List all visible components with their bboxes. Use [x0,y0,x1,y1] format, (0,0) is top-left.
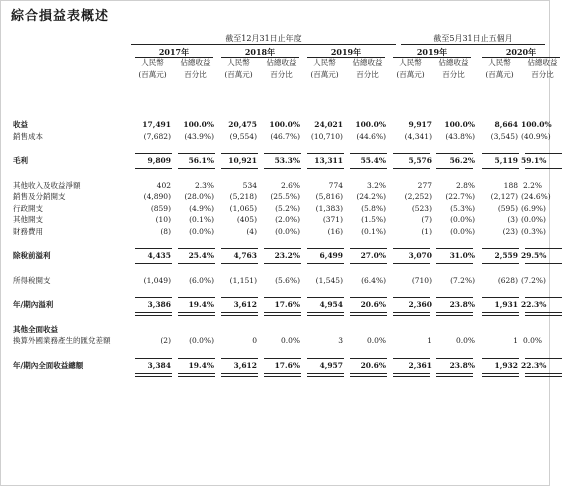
amount-cell: (628) [497,275,518,285]
income-statement-table [11,119,552,371]
amount-cell: 4,954 [319,300,343,310]
amount-cell [131,324,174,336]
subtotal-rule [350,153,387,154]
percent-cell: (7.2%) [450,275,475,285]
total-underline [350,312,387,316]
amount-cell: 17,491 [142,120,171,130]
table-row [11,203,545,215]
column-header-percent: 佔總收益 百分比 [438,58,469,79]
amount-cell: (1,383) [315,203,343,213]
percent-cell: (5.3%) [450,203,475,213]
percent-cell: (0.1%) [361,226,386,236]
column-header-percent: 佔總收益 百分比 [180,58,211,79]
total-underline [135,263,172,264]
table-row [11,180,545,192]
header-group-annual: 截至12月31日止年度 [225,34,302,43]
subtotal-rule [221,297,258,298]
percent-cell: (6.9%) [521,203,546,213]
total-underline [525,312,562,316]
total-underline [264,263,301,264]
subtotal-rule [482,153,519,154]
total-underline [135,168,172,169]
amount-cell: 4,435 [147,251,171,261]
percent-cell: 100.0% [355,120,386,130]
total-underline [482,312,519,316]
percent-cell: (40.9%) [521,131,551,141]
total-underline [350,373,387,377]
percent-cell: 17.6% [274,300,300,310]
amount-cell [303,324,346,336]
amount-cell [478,324,521,336]
amount-cell: (5,816) [315,192,343,202]
percent-cell: (5.6%) [275,275,300,285]
percent-cell: (25.5%) [270,192,300,202]
subtotal-rule [436,248,473,249]
subtotal-rule [307,248,344,249]
year-header: 2020年 [505,47,537,57]
row-label [11,237,131,250]
percent-cell: (0.0%) [450,215,475,225]
percent-cell: (5.2%) [275,203,300,213]
amount-cell: 3,612 [233,360,257,370]
total-underline [178,312,215,316]
row-label: 行政開支 [13,203,43,213]
subtotal-rule [482,248,519,249]
table-row [11,119,545,131]
total-underline [264,312,301,316]
amount-cell: (1) [421,226,432,236]
percent-cell: 2.6% [280,180,300,190]
percent-cell: (0.0%) [521,215,546,225]
amount-cell: 9,917 [408,120,432,130]
subtotal-rule [393,248,430,249]
amount-cell: 3 [338,336,343,346]
amount-cell: (7) [421,215,432,225]
amount-cell: 24,021 [314,120,343,130]
row-label [11,311,131,324]
total-underline [393,373,430,377]
amount-cell: 3,612 [233,300,257,310]
percent-cell: 53.3% [274,156,300,166]
total-underline [436,263,473,264]
percent-cell: 22.3% [521,300,547,310]
percent-cell: 2.8% [455,180,475,190]
subtotal-rule [135,358,172,359]
total-underline [264,373,301,377]
percent-cell: (0.1%) [189,215,214,225]
amount-cell [389,324,435,336]
total-underline [482,168,519,169]
amount-cell: (16) [327,226,343,236]
total-underline [436,312,473,316]
subtotal-rule [350,297,387,298]
percent-cell: 22.3% [521,360,547,370]
total-underline [436,373,473,377]
subtotal-rule [135,153,172,154]
total-underline [264,168,301,169]
percent-cell: (22.7%) [445,192,475,202]
table-row [11,275,545,287]
amount-cell: (10) [155,215,171,225]
total-underline [221,263,258,264]
row-label [11,347,131,360]
amount-cell: (23) [502,226,518,236]
row-label: 收益 [13,120,28,130]
table-row [11,191,545,203]
subtotal-rule [436,358,473,359]
percent-cell: 100.0% [183,120,214,130]
percent-cell: (24.6%) [521,192,551,202]
total-underline [307,168,344,169]
subtotal-rule [307,153,344,154]
percent-cell: 2.2% [522,180,542,190]
column-header-rmb: 人民幣 (百萬元) [224,58,253,79]
table-row [11,335,545,347]
amount-cell: 188 [503,180,518,190]
amount-cell: 2,361 [408,360,432,370]
subtotal-rule [350,358,387,359]
amount-cell: 3,386 [147,300,171,310]
amount-cell: 6,499 [319,251,343,261]
amount-cell: 774 [328,180,343,190]
percent-cell: (0.0%) [189,226,214,236]
amount-cell: (8) [160,226,171,236]
row-label: 其他全面收益 [13,324,58,334]
amount-cell: (10,710) [310,131,343,141]
percent-cell: 25.4% [188,251,214,261]
row-label: 年/期內全面收益總額 [13,360,84,370]
subtotal-rule [525,297,562,298]
percent-cell: 56.1% [188,156,214,166]
amount-cell: 1,931 [494,300,518,310]
subtotal-rule [221,358,258,359]
amount-cell: (523) [411,203,432,213]
percent-cell: 19.4% [188,360,214,370]
percent-cell: 31.0% [449,251,475,261]
total-underline [135,312,172,316]
total-underline [135,373,172,377]
total-underline [525,168,562,169]
row-label: 銷售成本 [13,131,43,141]
subtotal-rule [178,358,215,359]
page-title: 綜合損益表概述 [11,9,110,24]
year-header: 2019年 [330,47,362,57]
percent-cell: 0.0% [455,336,475,346]
subtotal-rule [135,297,172,298]
column-header-rmb: 人民幣 (百萬元) [310,58,339,79]
table-row [11,250,545,262]
amount-cell: 8,664 [494,120,518,130]
percent-cell: 23.8% [449,300,475,310]
year-header: 2019年 [416,47,448,57]
percent-cell: (6.4%) [361,275,386,285]
percent-cell [260,324,303,336]
amount-cell [217,324,260,336]
total-underline [393,263,430,264]
amount-cell: 277 [417,180,432,190]
table-row [11,226,545,238]
subtotal-rule [393,358,430,359]
subtotal-rule [525,248,562,249]
column-header-percent: 佔總收益 百分比 [527,58,558,79]
percent-cell: (44.6%) [356,131,386,141]
amount-cell: (2,252) [404,192,432,202]
percent-cell: 23.8% [449,360,475,370]
subtotal-rule [135,248,172,249]
percent-cell: 19.4% [188,300,214,310]
amount-cell: (859) [150,203,171,213]
amount-cell: 5,119 [494,156,518,166]
percent-cell: (24.2%) [356,192,386,202]
subtotal-rule [393,153,430,154]
subtotal-rule [482,358,519,359]
row-label: 銷售及分銷開支 [13,192,66,202]
percent-cell: 0.0% [522,336,542,346]
total-underline [307,263,344,264]
total-underline [525,263,562,264]
amount-cell: 5,576 [408,156,432,166]
amount-cell: (405) [236,215,257,225]
percent-cell: 3.2% [366,180,386,190]
percent-cell: 0.0% [280,336,300,346]
total-underline [436,168,473,169]
amount-cell: (710) [411,275,432,285]
amount-cell: (371) [322,215,343,225]
table-row [11,131,545,143]
column-header-rmb: 人民幣 (百萬元) [396,58,425,79]
subtotal-rule [482,297,519,298]
amount-cell: (1,151) [229,275,257,285]
table-row [11,214,545,226]
row-label [11,167,131,180]
percent-cell: (0.0%) [189,336,214,346]
percent-cell: (0.3%) [521,226,546,236]
total-underline [178,263,215,264]
column-header-rmb: 人民幣 (百萬元) [485,58,514,79]
subtotal-rule [436,297,473,298]
header-rule-interim [401,44,545,45]
amount-cell: 3,070 [408,251,432,261]
percent-cell: (7.2%) [521,275,546,285]
percent-cell [174,324,217,336]
total-underline [525,373,562,377]
percent-cell: (2.0%) [275,215,300,225]
total-underline [307,373,344,377]
table-row [11,324,545,336]
row-label: 年/期內溢利 [13,300,54,310]
percent-cell: 59.1% [521,156,547,166]
subtotal-rule [178,248,215,249]
subtotal-rule [221,153,258,154]
column-header-rmb: 人民幣 (百萬元) [138,58,167,79]
amount-cell: (5,218) [229,192,257,202]
subtotal-rule [264,248,301,249]
row-label: 換算外國業務產生的匯兌差額 [13,336,111,346]
percent-cell: (5.8%) [361,203,386,213]
amount-cell: 0 [252,336,257,346]
total-underline [482,263,519,264]
amount-cell: 3,384 [147,360,171,370]
amount-cell: 4,957 [319,360,343,370]
percent-cell: 100.0% [444,120,475,130]
amount-cell: (1,049) [143,275,171,285]
percent-cell [346,324,389,336]
percent-cell: 20.6% [360,360,386,370]
total-underline [307,312,344,316]
subtotal-rule [264,297,301,298]
year-header: 2018年 [244,47,276,57]
amount-cell: (1,065) [229,203,257,213]
subtotal-rule [178,297,215,298]
percent-cell: 29.5% [521,251,547,261]
subtotal-rule [393,297,430,298]
amount-cell: (7,682) [143,131,171,141]
percent-cell: 17.6% [274,360,300,370]
percent-cell: 0.0% [366,336,386,346]
subtotal-rule [525,358,562,359]
row-label [11,262,131,275]
percent-cell: 55.4% [360,156,386,166]
subtotal-rule [264,358,301,359]
amount-cell: (2) [160,336,171,346]
row-label: 除稅前溢利 [13,251,51,261]
amount-cell: (4) [246,226,257,236]
percent-cell [521,324,545,336]
amount-cell: 4,763 [233,251,257,261]
percent-cell: (28.0%) [184,192,214,202]
percent-cell: 27.0% [360,251,386,261]
total-underline [178,373,215,377]
amount-cell: 1 [513,336,518,346]
amount-cell: (2,127) [490,192,518,202]
total-underline [393,168,430,169]
percent-cell: 100.0% [269,120,300,130]
row-label [11,142,131,155]
column-header-percent: 佔總收益 百分比 [266,58,297,79]
amount-cell: 402 [156,180,171,190]
total-underline [221,373,258,377]
amount-cell: 2,360 [408,300,432,310]
amount-cell: 1 [427,336,432,346]
amount-cell: (4,341) [404,131,432,141]
subtotal-rule [221,248,258,249]
amount-cell: (3) [507,215,518,225]
row-label: 毛利 [13,156,28,166]
percent-cell: 20.6% [360,300,386,310]
year-header: 2017年 [158,47,190,57]
amount-cell: 1,932 [494,360,518,370]
total-underline [221,168,258,169]
percent-cell: (46.7%) [270,131,300,141]
amount-cell: (9,554) [229,131,257,141]
amount-cell: 10,921 [228,156,257,166]
column-header-percent: 佔總收益 百分比 [352,58,383,79]
percent-cell: 2.3% [194,180,214,190]
amount-cell: 13,311 [314,156,343,166]
header-group-interim: 截至5月31日止五個月 [433,34,513,43]
percent-cell: (1.5%) [361,215,386,225]
subtotal-rule [307,297,344,298]
amount-cell: (4,890) [143,192,171,202]
total-underline [221,312,258,316]
row-label: 其他開支 [13,215,43,225]
percent-cell: 100.0% [521,120,552,130]
percent-cell: (6.0%) [189,275,214,285]
total-underline [178,168,215,169]
subtotal-rule [178,153,215,154]
table-row [11,155,545,167]
percent-cell: (43.9%) [184,131,214,141]
amount-cell: (3,545) [490,131,518,141]
amount-cell: (1,545) [315,275,343,285]
row-label: 所得稅開支 [13,275,51,285]
percent-cell: 23.2% [274,251,300,261]
total-underline [393,312,430,316]
table-row [11,299,545,311]
percent-cell: (0.0%) [450,226,475,236]
amount-cell: 534 [242,180,257,190]
total-underline [350,168,387,169]
total-underline [482,373,519,377]
row-label: 財務費用 [13,226,43,236]
amount-cell: 20,475 [228,120,257,130]
percent-cell [435,324,478,336]
subtotal-rule [350,248,387,249]
row-label [11,286,131,299]
subtotal-rule [264,153,301,154]
subtotal-rule [307,358,344,359]
percent-cell: (4.9%) [189,203,214,213]
amount-cell: 9,809 [147,156,171,166]
subtotal-rule [525,153,562,154]
percent-cell: (43.8%) [445,131,475,141]
amount-cell: (595) [497,203,518,213]
subtotal-rule [436,153,473,154]
amount-cell: 2,559 [494,251,518,261]
row-label: 其他收入及收益淨額 [13,180,81,190]
header-rule-annual [131,44,396,45]
percent-cell: (0.0%) [275,226,300,236]
percent-cell: 56.2% [449,156,475,166]
table-row [11,360,545,372]
total-underline [350,263,387,264]
